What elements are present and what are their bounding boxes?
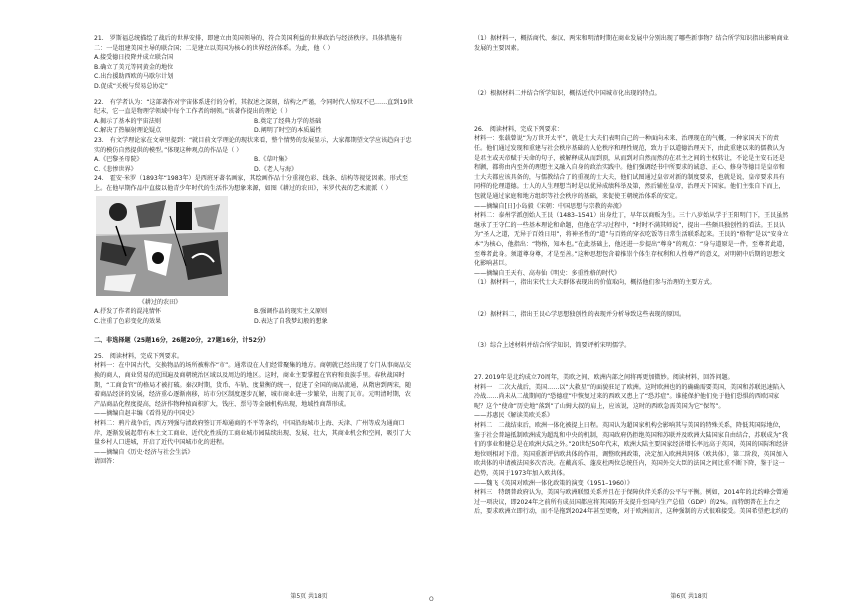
q27-material-1: 材料一 二次大战后，美国……以“大救星”的面貌驻足了欧洲。这时欧洲也的的确确需要美国，美国和苏联迅速陷入冷战……尚未从二战期间的“恐德症”中恢复过来的西欧又患上了“恐苏症”。谁能保护他们免于他们恐惧的西欧国家呢？这个“使命”历史地“落到”了山姆大叔的肩上，应该说，这时的西欧急需美国为它“保驾”。 bbox=[474, 383, 786, 410]
q27-source-2: ——魏飞《英国对欧洲一体化政策的演变（1951–1960）》 bbox=[474, 479, 633, 487]
q25-material-2: 材料二：鸦片战争后，西方列强与清政府签订开埠通商的不平等条约，中国沿海城市上海、天津、广州等成为通商口岸，逐渐发展起带有本土文工商业、近代化性质的工商业城市园陆续出现、发展、壮大，其商业机会和空间，吸引了大量乡村人口进城，开启了近代中国城市化的进程。 bbox=[94, 420, 411, 447]
q23-options-row2 bbox=[94, 165, 414, 175]
q23-option-a: A.《巴黎圣母院》 bbox=[94, 156, 143, 164]
q21-option-a: A.接受德日投降并成立联合国 bbox=[94, 54, 174, 62]
q24-option-a: A.抒发了作者的混沌情怀 bbox=[94, 308, 161, 316]
q23-options-row1 bbox=[94, 155, 414, 165]
q25-question-1: （1）据材料一，概括商代、秦汉、两宋和明清时期在商业发展中分别出现了哪些新事物？结合所学知识指出影响商业发展的主要因素。 bbox=[474, 35, 789, 52]
q26-question-2: （2）据材料二，指出王艮心学思想独创性的表现并分析导致这些表现的原因。 bbox=[474, 310, 686, 318]
q26-question-1: （1）据材料一，指出宋代士大夫群体表现出的价值取向，概括他们参与治理的主要方式。 bbox=[474, 279, 716, 287]
q23-option-c: C.《悲惨世界》 bbox=[94, 165, 137, 173]
q23-option-b: B.《草叶集》 bbox=[254, 156, 291, 164]
right-page bbox=[430, 0, 860, 608]
q21-option-c: C.出台援助西欧的马歇尔计划 bbox=[94, 73, 174, 81]
painting-art bbox=[96, 196, 228, 296]
q24-option-c: C.注重了色彩变化的效果 bbox=[94, 317, 162, 325]
q26-source-1: ——摘编自[日]小岛毅《宋朝：中国思想与宗教的奔流》 bbox=[474, 202, 626, 210]
q27-material-2: 材料二 二战结束后，欧洲一体化被提上日程。英国认为超国家机构会影响其与美国的特殊关系，降低其国际地位，鉴于社会普遍抵制欧洲成为超乱和中央的机制，英国政府仍拒绝英国和苏联并及欧洲大陆国家自由结合，苏联成为“我们的事业和健总是在欧洲大陆之外。”20世纪50年代末，欧洲大陆主要国家经济增长率远高于英国，英国的国际和经济地位则相对下滑。英国重新评估欧共体的作用，调整欧洲政策，决定加入欧洲共同体（欧共体），第二阶段，英国加入欧共体的申请被法国多次否决。在戴高乐、蓬皮杜两位总统任内，英国外交大臣的法国之间比重不断下降，鉴于这一趋势，英国于1973年加入欧共体。 bbox=[474, 422, 789, 477]
section-title: 二、非选择题（25题16分，26题20分，27题16分，计52分） bbox=[94, 337, 270, 345]
q21-stem: 21. 罗斯福总统描绘了战后的世界安排，即建立由美国领导的、符合美国利益的世界政治与经济秩序。具体措施有二：一是组建美国主导的联合国；二是建立以美国为核心的世界经济体系。为此，他（ ） bbox=[94, 35, 403, 52]
page-number-left: 第5页 共18页 bbox=[290, 593, 328, 601]
q25-question-2: （2）根据材料二并结合所学知识，概括近代中国城市化出现的特点。 bbox=[474, 90, 661, 98]
q26-head: 26. 阅读材料，完成下列要求： bbox=[474, 125, 563, 133]
q26-question-3: （3）综合上述材料并结合所学知识，简要评析宋明儒学。 bbox=[474, 342, 631, 350]
q21-option-b: B.确立了美元等同黄金的地位 bbox=[94, 63, 174, 71]
q24-stem: 24. 霍安·米罗（1893年“1983年）是西班牙著名画家，其绘画作品十分重视色彩、线条、结构等视觉因素。形式至上。在他早期作品中直接以他青少年时代的生活作为想象来源，如图《耕过的农田》，米罗代表的艺术流派（ ） bbox=[94, 175, 408, 192]
q25-head: 25. 阅读材料，完成下列要求。 bbox=[94, 352, 183, 360]
q23-option-d: D.《老人与海》 bbox=[254, 165, 298, 173]
page-seam-mark: O bbox=[429, 596, 434, 603]
q26-source-2: ——摘编自王天有、高寿仙《明史：多重性格的时代》 bbox=[474, 269, 621, 277]
q25-ask: 请回答： bbox=[94, 458, 119, 466]
q26-material-2: 材料二：泰州学派创始人王艮（1483–1541）出身灶丁，早年以商贩为生。三十八岁始从学于王阳明门下，王艮虽然继承了王守仁的一些基本理论和命题，但他在学习过程中，“时时不满其师说”，提出一些颇具独创性的看法。王艮认为“圣人之道，无异于百姓日用”，将神圣性的“道”与百姓的穿衣吃饭等日常生活联系起来。王艮的“格物”是以“安身立本”为核心，他指出：“物格，知本也。”在此基础上，他还进一步提出“尊身”的观点：“身与道原是一件，至尊者此道，至尊者此身。须道尊身尊，才是至善。”这种思想包含着推崇个体生存权利和人性尊严的意义，对明朝中后期的思想文化影响甚巨。 bbox=[474, 212, 789, 268]
q22-stem: 22. 有学者认为：“这部著作对宇宙体系进行的分析，其叙述之深刻，结构之严谨，令同时代人惊叹不已……直到19世纪末，它一直是物理学领域中每个工作者的纲领。”该著作提出的理论（ ） bbox=[94, 98, 414, 116]
painting-image bbox=[96, 196, 228, 296]
q21-option-d: D.促成“关税与贸易总协定” bbox=[94, 82, 168, 90]
q24-option-b: B.强调作品的现实主义原则 bbox=[254, 308, 328, 316]
q23-stem: 23. 有文学理论家在文章里提到：“就目前文学理论的现状来看，整个情势的发展显示，大家都期望文学应该趋向于忠实的模仿自然提供的模型。”体现这种观点的作品是（ ） bbox=[94, 136, 412, 154]
q22-option-b: B.奠定了经典力学的基础 bbox=[254, 117, 322, 125]
q22-option-c: C.解决了热辐射理论疑点 bbox=[94, 127, 162, 135]
q22-option-d: D.阐明了时空的本质属性 bbox=[254, 127, 322, 135]
page-number-right: 第6页 共18页 bbox=[670, 593, 708, 601]
painting-caption: 《耕过的农田》 bbox=[138, 298, 182, 306]
q22-options-row1 bbox=[94, 117, 414, 127]
q27-material-3: 材料三 特朗普政府认为，美国与欧洲联盟关系并且在于保障伙伴关系的公平与平衡。例如，2014年的北约峰会曾通过一项决议，即2024年之前所有成员国都应将其国防开支提升至国内生产总值（GDP）的2%。而特朗普在上台之后，要求欧洲立即行动，而不是拖到2024年甚至更晚，对于欧洲而言，这种强制的方式很难接受。美国希望把北约的 bbox=[474, 489, 789, 516]
q22-options-row2 bbox=[94, 126, 414, 136]
q27-head: 27. 2019年是北约成立70周年，美欧之间、欧洲内部之间将再更加微妙。阅读材料，回答问题。 bbox=[474, 374, 734, 382]
q25-source-2: ——摘编自《历史·经济与社会生活》 bbox=[94, 448, 194, 456]
q24-options-row1 bbox=[94, 307, 414, 317]
q25-material-1: 材料一：在中国古代，交换物品的场所被称作“市”。通常设在人们经常聚集的地方。商朝就已经出现了专门从事商品交换的商人，商业贸易的范围遍及商朝统治区域以及周边的地区。这时，商业主要掌握在官府和贵族手里。春秋战国时期，“工商食官”的格局才被打破。秦汉时期，货币、车轨、度量衡的统一，促进了全国的商品流通，从隋唐到两宋，随着商品经济的发展，经济重心逐渐南移，坊市分区制度逐步瓦解，城市商业进一步繁荣，出现了瓦市。元明清时期，农产品商品化程度提高，经济作物种植面积扩大，钱庄、票号等金融机构出现，地域性商帮形成。 bbox=[94, 362, 412, 408]
q24-option-d: D.表达了自我梦幻般的想象 bbox=[254, 317, 328, 325]
q27-source-1: ——苏惠民《解读美欧关系》 bbox=[474, 412, 554, 420]
q22-option-a: A.揭示了基本的宇宙法则 bbox=[94, 117, 161, 125]
q26-material-1: 材料一：张载曾说“为万世开太平”，就是士大夫们表明自己的一种面向未来、治理现在的气概，一种家国天下的责任。他们通过发现和重建与社会秩序基础的人伦秩序和理性规范，致力于以道德治理天下，由此重建以来的儒教认为是君主或天帝赋于天命的句子，被解释成从而到顶，从而到对自然而然的在君主之间的主权转让，不论是主安石还是程颢，都将由内至外的理想主义融入自身的政治实践中。他们强调经书中所要求的诚意、正心、修身等德目是皇帝和士大夫都应该具备的，与儒教结合了的重视的士大夫，他们试图通过皇帝对新的制度要求，也就是说，皇帝要求具有同样的伦理道德。士人的人生理想当时是以优异成绩科举及第，然后辅佐皇帝，治理天下国家。他们主张自下而上，包就是通过家庭和地方组织等社会秩序的基础，来促使王朝统治体系的安定。 bbox=[474, 135, 785, 200]
q24-options-row2 bbox=[94, 317, 414, 327]
q25-source-1: ——摘编自赵丰编《看得见的中国史》 bbox=[94, 410, 198, 418]
